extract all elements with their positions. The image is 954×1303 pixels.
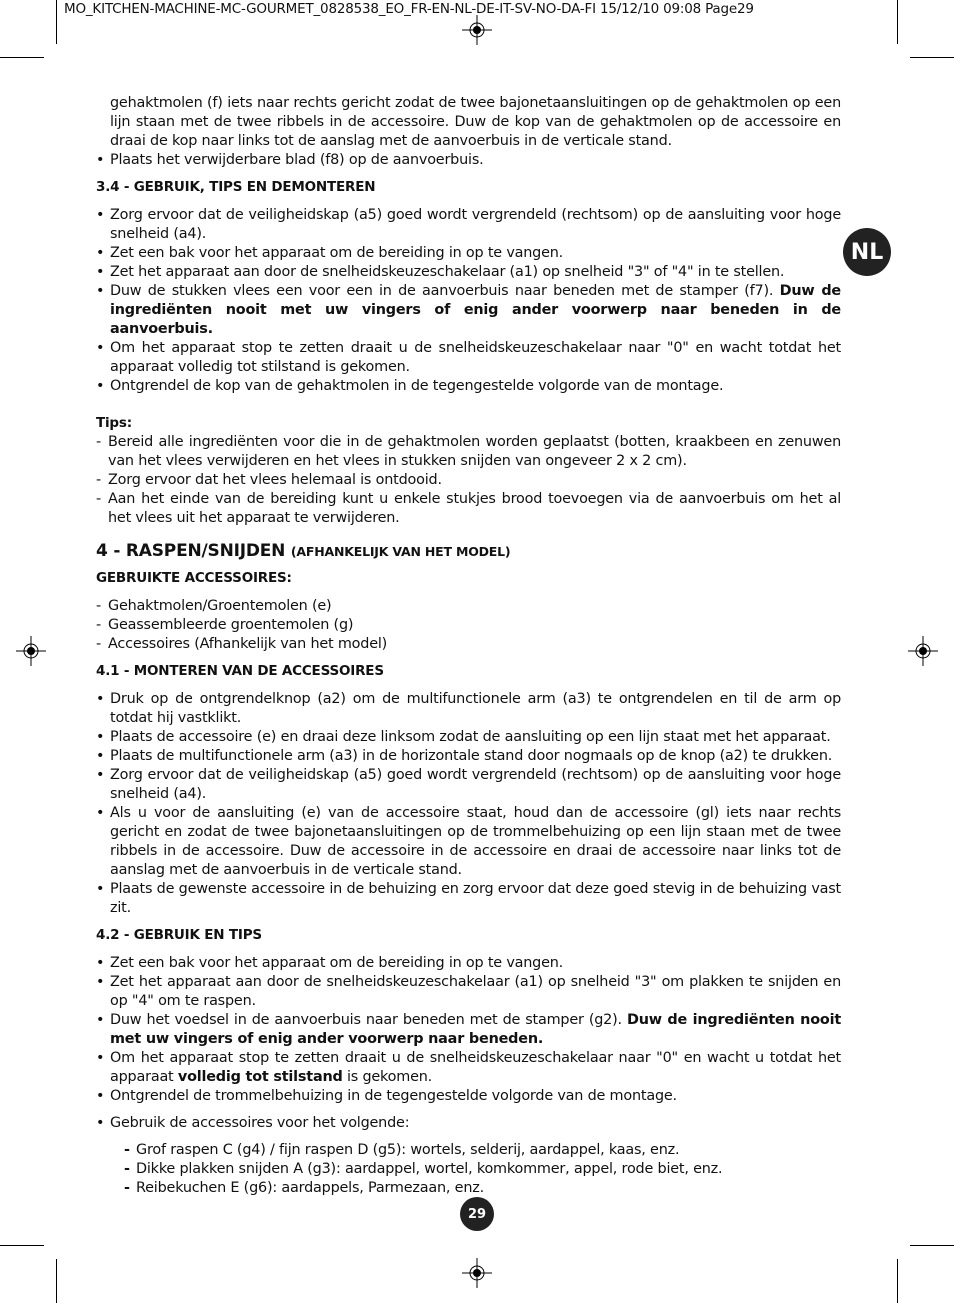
page-number: 29 [460,1197,494,1231]
list-item: • Duw het voedsel in de aanvoerbuis naar beneden met de stamper (g2). Duw de ingrediënten nooit met uw vingers of enig ander voorwerp naar beneden. [96,1011,841,1049]
section-4-1-list [96,690,841,918]
print-header: MO_KITCHEN-MACHINE-MC-GOURMET_0828538_EO_FR-EN-NL-DE-IT-SV-NO-DA-FI 15/12/10 09:08 Page29 [64,1,754,17]
crop-mark [0,1245,44,1246]
list-item: • Plaats de multifunctionele arm (a3) in de horizontale stand door nogmaals op de knop (a2) te drukken. [96,747,841,766]
registration-mark-icon [462,15,492,45]
list-item: - Aan het einde van de bereiding kunt u enkele stukjes brood toevoegen via de aanvoerbuis om het al het vlees uit het apparaat te verwijderen. [96,490,841,528]
crop-mark [56,0,57,44]
list-item: • Plaats het verwijderbare blad (f8) op de aanvoerbuis. [96,151,841,170]
list-item: - Accessoires (Afhankelijk van het model) [96,635,841,654]
registration-mark-icon [462,1258,492,1288]
list-item: • Zorg ervoor dat de veiligheidskap (a5) goed wordt vergrendeld (rechtsom) op de aansluiting voor hoge snelheid (a4). [96,206,841,244]
intro-list [96,151,841,170]
registration-mark-icon [908,636,938,666]
list-item: • Zorg ervoor dat de veiligheidskap (a5) goed wordt vergrendeld (rechtsom) op de aansluiting voor hoge snelheid (a4). [96,766,841,804]
list-item: • Om het apparaat stop te zetten draait u de snelheidskeuzeschakelaar naar "0" en wacht u totdat het apparaat volledig tot stilstand is gekomen. [96,1049,841,1087]
list-item: • Zet een bak voor het apparaat om de bereiding in op te vangen. [96,954,841,973]
list-item: - Dikke plakken snijden A (g3): aardappel, wortel, komkommer, appel, rode biet, enz. [124,1160,841,1179]
list-item: • Gebruik de accessoires voor het volgende: [96,1114,841,1133]
section-4-1-title: 4.1 - MONTEREN VAN DE ACCESSOIRES [96,663,384,679]
section-3-4-list [96,206,841,396]
uses-intro-list [96,1114,841,1133]
tips-list [96,433,841,528]
list-item: • Zet een bak voor het apparaat om de bereiding in op te vangen. [96,244,841,263]
list-item: - Grof raspen C (g4) / fijn raspen D (g5): wortels, selderij, aardappel, kaas, enz. [124,1141,841,1160]
crop-mark [910,1245,954,1246]
crop-mark [897,0,898,44]
crop-mark [56,1259,57,1303]
section-4-title: 4 - RASPEN/SNIJDEN (AFHANKELIJK VAN HET MODEL) [96,541,511,561]
list-item: • Om het apparaat stop te zetten draait u de snelheidskeuzeschakelaar naar "0" en wacht totdat het apparaat volledig tot stilstand is gekomen. [96,339,841,377]
tips-title: Tips: [96,415,132,431]
list-item: - Gehaktmolen/Groentemolen (e) [96,597,841,616]
list-item: • Druk op de ontgrendelknop (a2) om de multifunctionele arm (a3) te ontgrendelen en til de arm op totdat hij vastklikt. [96,690,841,728]
accessories-title: GEBRUIKTE ACCESSOIRES: [96,570,292,586]
list-item: • Zet het apparaat aan door de snelheidskeuzeschakelaar (a1) op snelheid "3" om plakken te snijden en op "4" om te raspen. [96,973,841,1011]
list-item: - Bereid alle ingrediënten voor die in de gehaktmolen worden geplaatst (botten, kraakbeen en zenuwen van het vlees verwijderen en het vlees in stukken snijden van ongeveer 2 x 2 cm). [96,433,841,471]
list-item: • Zet het apparaat aan door de snelheidskeuzeschakelaar (a1) op snelheid "3" of "4" in te stellen. [96,263,841,282]
list-item: - Reibekuchen E (g6): aardappels, Parmezaan, enz. [124,1179,841,1198]
intro-continuation: gehaktmolen (f) iets naar rechts gericht zodat de twee bajonetaansluitingen op de gehaktmolen op een lijn staan met de twee ribbels in de accessoire. Duw de kop van de gehaktmolen op de accessoire en draai de kop naar links tot de aanslag met de aanvoerbuis in de verticale stand. [110,95,841,149]
accessories-list [96,597,841,654]
list-item: - Geassembleerde groentemolen (g) [96,616,841,635]
section-4-2-title: 4.2 - GEBRUIK EN TIPS [96,927,262,943]
list-item: - Zorg ervoor dat het vlees helemaal is ontdooid. [96,471,841,490]
section-3-4-title: 3.4 - GEBRUIK, TIPS EN DEMONTEREN [96,179,376,195]
crop-mark [910,57,954,58]
list-item: • Ontgrendel de kop van de gehaktmolen in de tegengestelde volgorde van de montage. [96,377,841,396]
list-item: • Duw de stukken vlees een voor een in de aanvoerbuis naar beneden met de stamper (f7). Duw de ingrediënten nooit met uw vingers of enig ander voorwerp naar beneden in de aanvoerbuis. [96,282,841,339]
page-content [96,94,841,1198]
list-item: • Plaats de accessoire (e) en draai deze linksom zodat de aansluiting op een lijn staat met het apparaat. [96,728,841,747]
section-4-2-list [96,954,841,1106]
list-item: • Als u voor de aansluiting (e) van de accessoire staat, houd dan de accessoire (gl) iets naar rechts gericht en zodat de twee bajonetaansluitingen op de trommelbehuizing op een lijn staan met de twee ribbels in de accessoire. Duw de accessoire in de accessoire en draai de accessoire naar links tot de aanslag met de aanvoerbuis in de verticale stand. [96,804,841,880]
language-badge: NL [843,228,891,276]
list-item: • Plaats de gewenste accessoire in de behuizing en zorg ervoor dat deze goed stevig in de behuizing vast zit. [96,880,841,918]
list-item: • Ontgrendel de trommelbehuizing in de tegengestelde volgorde van de montage. [96,1087,841,1106]
registration-mark-icon [16,636,46,666]
uses-list [96,1141,841,1198]
crop-mark [0,57,44,58]
crop-mark [897,1259,898,1303]
